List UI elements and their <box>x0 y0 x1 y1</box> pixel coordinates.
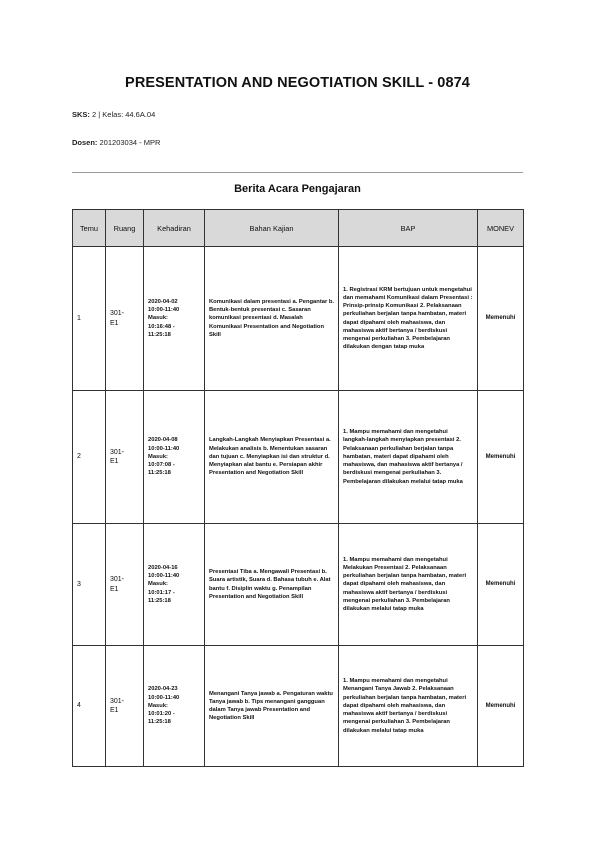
table-header-row <box>73 210 524 247</box>
document-title: PRESENTATION AND NEGOTIATION SKILL - 0874 <box>125 75 470 91</box>
cell-temu: 1 <box>73 247 106 391</box>
cell-monev: Memenuhi <box>478 524 524 646</box>
section-title: Berita Acara Pengajaran <box>234 183 361 195</box>
sks-value: 2 | Kelas: 44.6A.04 <box>92 110 156 119</box>
table-row <box>73 391 524 524</box>
cell-bap: 1. Mampu memahami dan mengetahui langkah-langkah menyiapkan presentasi 2. Pelaksanaan perkuliahan berjalan tanpa hambatan, materi dapat dipahami oleh mahasiswa, dan mahasiswa aktif bertanya / berdiskusi mengenai perkuliahan 3. Pembelajaran dilakukan melalui tatap muka <box>339 391 478 524</box>
cell-monev: Memenuhi <box>478 391 524 524</box>
cell-monev: Memenuhi <box>478 247 524 391</box>
cell-bahan-kajian: Komunikasi dalam presentasi a. Pengantar b. Bentuk-bentuk presentasi c. Sasaran komunikasi presentasi d. Masalah Komunikasi Presentation and Negotiation Skill <box>205 247 339 391</box>
cell-kehadiran: 2020-04-23 10:00-11:40 Masuk: 10:01:20 - 11:25:18 <box>144 646 205 767</box>
divider <box>72 172 523 173</box>
cell-bahan-kajian: Presentasi Tiba a. Mengawali Presentasi b. Suara artistik, Suara d. Bahasa tubuh e. Alat bantu f. Disiplin waktu g. Penampilan Presentation and Negotiation Skill <box>205 524 339 646</box>
header-kehadiran: Kehadiran <box>144 210 205 247</box>
table-row <box>73 646 524 767</box>
header-bahan-kajian: Bahan Kajian <box>205 210 339 247</box>
cell-bahan-kajian: Menangani Tanya jawab a. Pengaturan waktu Tanya jawab b. Tips menangani gangguan dalam Tanya jawab Presentation and Negotiation Skill <box>205 646 339 767</box>
cell-kehadiran: 2020-04-16 10:00-11:40 Masuk: 10:01:17 - 11:25:18 <box>144 524 205 646</box>
cell-kehadiran: 2020-04-02 10:00-11:40 Masuk: 10:16:48 - 11:25:18 <box>144 247 205 391</box>
dosen-info <box>72 138 160 147</box>
cell-bap: 1. Registrasi KRM bertujuan untuk mengetahui dan memahami Komunikasi dalam Presentasi : Prinsip-prinsip Komunikasi 2. Pelaksanaan perkuliahan berjalan tanpa hambatan, materi dapat dipahami oleh mahasiswa, dan mahasiswa aktif bertanya / berdiskusi mengenai perkuliahan 3. Pembelajaran dilakukan dengan tatap muka <box>339 247 478 391</box>
header-monev: MONEV <box>478 210 524 247</box>
cell-bahan-kajian: Langkah-Langkah Menyiapkan Presentasi a. Melakukan analisis b. Menentukan sasaran dan tujuan c. Menyiapkan isi dan struktur d. Menyiapkan alat bantu e. Persiapan akhir Presentation and Negotiation Skill <box>205 391 339 524</box>
dosen-value: 201203034 - MPR <box>99 138 161 147</box>
cell-ruang: 301- E1 <box>106 646 144 767</box>
cell-ruang: 301- E1 <box>106 391 144 524</box>
header-temu: Temu <box>73 210 106 247</box>
cell-bap: 1. Mampu memahami dan mengetahui Melakukan Presentasi 2. Pelaksanaan perkuliahan berjalan tanpa hambatan, materi dapat dipahami oleh mahasiswa, dan mahasiswa aktif bertanya / berdiskusi mengenai perkuliahan 3. Pembelajaran dilakukan melalui tatap muka <box>339 524 478 646</box>
sks-info <box>72 110 155 119</box>
cell-temu: 4 <box>73 646 106 767</box>
dosen-label: Dosen: <box>72 138 98 147</box>
cell-bap: 1. Mampu memahami dan mengetahui Menangani Tanya Jawab 2. Pelaksanaan perkuliahan berjalan tanpa hambatan, materi dapat dipahami oleh mahasiswa, dan mahasiswa aktif bertanya / berdiskusi mengenai perkuliahan 3. Pembelajaran dilakukan melalui tatap muka <box>339 646 478 767</box>
cell-ruang: 301- E1 <box>106 524 144 646</box>
header-ruang: Ruang <box>106 210 144 247</box>
cell-monev: Memenuhi <box>478 646 524 767</box>
table-row <box>73 247 524 391</box>
header-bap: BAP <box>339 210 478 247</box>
cell-temu: 3 <box>73 524 106 646</box>
table-row <box>73 524 524 646</box>
bap-table <box>72 209 524 767</box>
cell-kehadiran: 2020-04-08 10:00-11:40 Masuk: 10:07:08 - 11:25:18 <box>144 391 205 524</box>
sks-label: SKS: <box>72 110 90 119</box>
cell-ruang: 301- E1 <box>106 247 144 391</box>
cell-temu: 2 <box>73 391 106 524</box>
